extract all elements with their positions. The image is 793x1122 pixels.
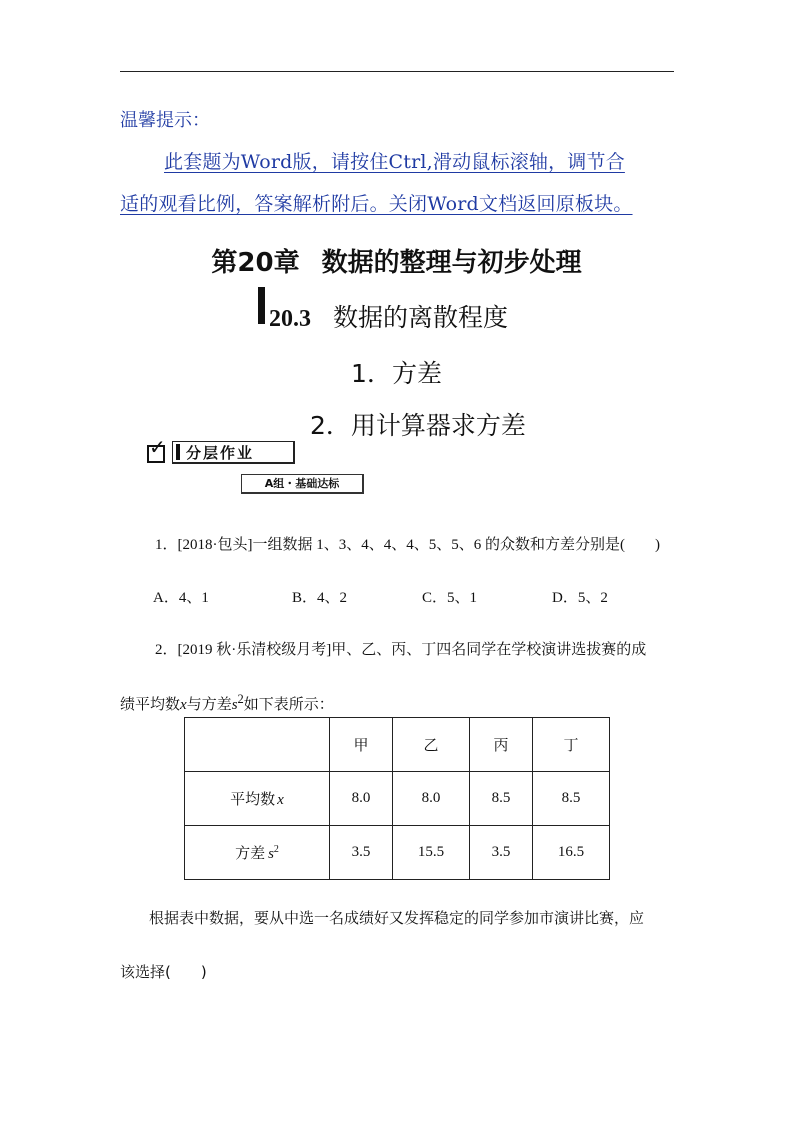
question-1-option-a: A．4、1 [153, 590, 209, 606]
subsection-1: 1．方差 [351, 359, 442, 388]
header-rule [120, 71, 674, 72]
check-mark-icon: ✓ [149, 435, 166, 459]
table-header-yi: 乙 [393, 718, 470, 772]
table-header-ding: 丁 [533, 718, 610, 772]
table-row [185, 772, 610, 826]
tip-line-2[interactable]: 适的观看比例，答案解析附后。关闭Word文档返回原板块。 [120, 193, 633, 215]
table-header-row [185, 718, 610, 772]
chapter-title: 数据的整理与初步处理 [321, 248, 582, 278]
table-row [185, 826, 610, 880]
question-2-line-4: 该选择( ) [120, 963, 207, 981]
q2-text-c: 如下表所示： [243, 697, 334, 713]
subsection-2: 2．用计算器求方差 [310, 411, 526, 440]
question-1-option-c: C．5、1 [422, 590, 478, 606]
group-a-label: A组・基础达标 [241, 474, 364, 494]
question-1-option-b: B．4、2 [292, 590, 348, 606]
tip-heading: 温馨提示： [120, 110, 210, 131]
table-row-label-variance [185, 826, 330, 880]
section-heading [269, 298, 508, 334]
table-row-label-mean [185, 772, 330, 826]
q2-sup: 2 [237, 692, 244, 706]
chapter-number: 第20章 [211, 248, 300, 278]
q2-text-b: 与方差 [186, 697, 232, 713]
question-2-line-2 [120, 692, 334, 714]
table-cell: 8.5 [470, 772, 533, 826]
table-cell: 16.5 [533, 826, 610, 880]
section-marker [258, 287, 265, 324]
q2-text-a: 绩平均数 [120, 697, 181, 713]
chapter-heading [0, 242, 793, 279]
table-cell: 8.5 [533, 772, 610, 826]
question-1-stem: 1．[2018·包头]一组数据 1、3、4、4、4、5、5、6 的众数和方差分别是( ) [155, 537, 660, 553]
q2-var-s: s [231, 697, 238, 713]
q2-var-x: x [180, 697, 187, 713]
homework-badge-label: 分层作业 [186, 444, 255, 462]
table-cell: 8.0 [330, 772, 393, 826]
mean-label: 平均数 [230, 790, 276, 808]
question-1-option-d: D．5、2 [552, 590, 608, 606]
question-2-line-3: 根据表中数据，要从中选一名成绩好又发挥稳定的同学参加市演讲比赛，应 [149, 909, 645, 927]
tip-line-1[interactable]: 此套题为Word版，请按住Ctrl,滑动鼠标滚轴，调节合 [164, 151, 625, 173]
variance-label: 方差 [235, 844, 266, 862]
table-header-jia: 甲 [330, 718, 393, 772]
table-cell: 3.5 [330, 826, 393, 880]
table-cell: 3.5 [470, 826, 533, 880]
scores-table [184, 717, 610, 880]
table-cell: 15.5 [393, 826, 470, 880]
question-2-line-1: 2．[2019 秋·乐清校级月考]甲、乙、丙、丁四名同学在学校演讲选拔赛的成 [155, 642, 647, 658]
section-title: 数据的离散程度 [333, 303, 509, 332]
variance-var: s [268, 846, 274, 862]
variance-sup: 2 [273, 844, 279, 855]
mean-var: x [277, 792, 284, 808]
table-header-blank [185, 718, 330, 772]
badge-marker [176, 444, 180, 460]
table-cell: 8.0 [393, 772, 470, 826]
table-header-bing: 丙 [470, 718, 533, 772]
section-number: 20.3 [269, 306, 311, 332]
